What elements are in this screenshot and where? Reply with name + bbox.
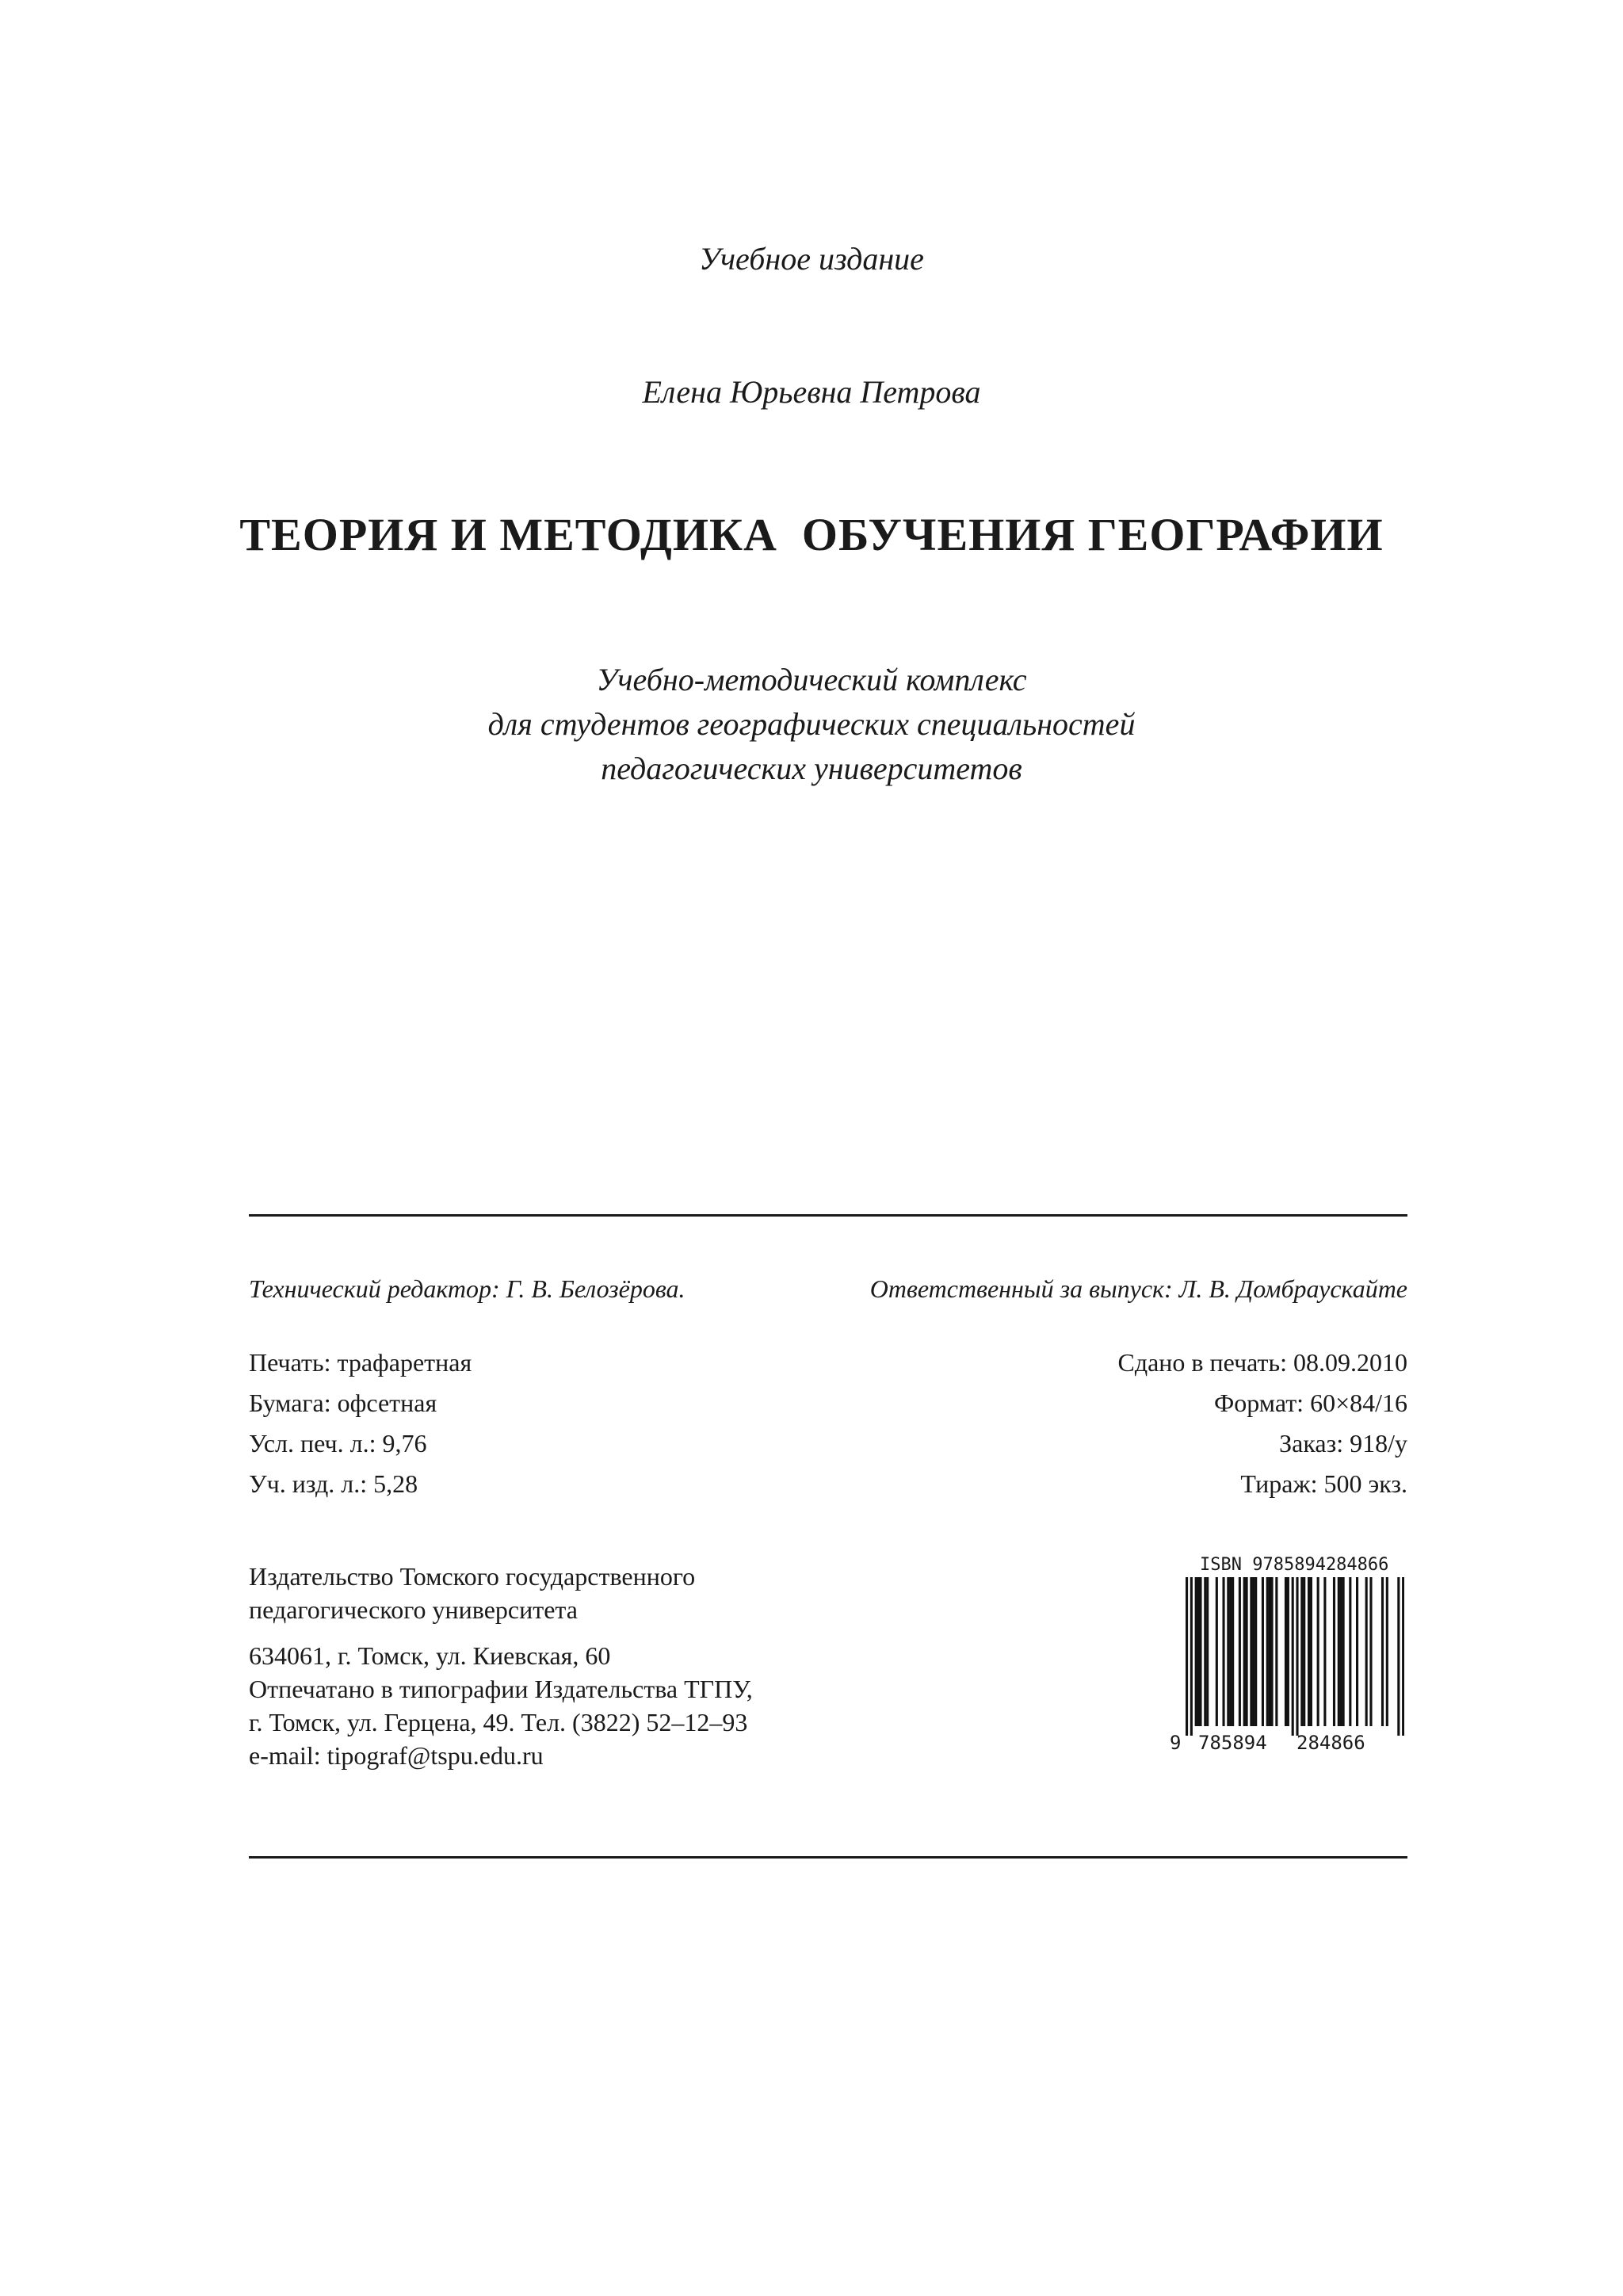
barcode-bar	[1342, 1577, 1345, 1726]
barcode-right-digits: 284866	[1296, 1732, 1365, 1754]
top-divider	[249, 1214, 1407, 1217]
barcode-bar	[1206, 1577, 1209, 1726]
barcode-bar	[1254, 1577, 1257, 1726]
subtitle-line: педагогических университетов	[601, 751, 1022, 786]
barcode-left-digits: 785894	[1198, 1732, 1267, 1754]
barcode-bar	[1308, 1577, 1310, 1726]
barcode-bar	[1338, 1577, 1340, 1726]
spec-order: Заказ: 918/у	[1279, 1429, 1407, 1457]
barcode-guard-bar	[1190, 1577, 1193, 1736]
spec-format: Формат: 60×84/16	[1213, 1389, 1407, 1417]
barcode-first-digit: 9	[1170, 1732, 1182, 1754]
address-line: Отпечатано в типографии Издательства ТГПУ,	[249, 1675, 753, 1703]
technical-editor: Технический редактор: Г. В. Белозёрова.	[249, 1274, 685, 1303]
barcode-bar	[1229, 1577, 1232, 1726]
barcode-bar	[1303, 1577, 1305, 1726]
spec-printing: Печать: трафаретная	[249, 1348, 472, 1377]
book-title: ТЕОРИЯ И МЕТОДИКА ОБУЧЕНИЯ ГЕОГРАФИИ	[239, 509, 1384, 560]
address-line: 634061, г. Томск, ул. Киевская, 60	[249, 1641, 611, 1670]
author-name: Елена Юрьевна Петрова	[642, 374, 981, 410]
barcode-bar	[1310, 1577, 1312, 1726]
barcode-bar	[1340, 1577, 1342, 1726]
subtitle-line: для студентов географических специальностей	[487, 706, 1136, 742]
spec-printed-sheets: Усл. печ. л.: 9,76	[249, 1429, 427, 1457]
barcode-bar	[1204, 1577, 1206, 1726]
barcode-bar	[1270, 1577, 1273, 1726]
barcode-bar	[1239, 1577, 1241, 1726]
spec-circulation: Тираж: 500 экз.	[1240, 1469, 1407, 1498]
publisher-line: педагогического университета	[249, 1595, 578, 1624]
barcode-bar	[1243, 1577, 1246, 1726]
barcode-bar	[1323, 1577, 1326, 1726]
barcode-bar	[1195, 1577, 1197, 1726]
spec-paper: Бумага: офсетная	[249, 1389, 437, 1417]
print-specs-left	[249, 1343, 472, 1504]
barcode-bar	[1386, 1577, 1388, 1726]
bottom-divider	[249, 1856, 1407, 1859]
edition-type: Учебное издание	[699, 241, 924, 277]
barcode-guard-bar	[1292, 1577, 1294, 1736]
publisher-info	[249, 1560, 753, 1772]
barcode-guard-bar	[1397, 1577, 1400, 1736]
barcode-bar	[1197, 1577, 1200, 1726]
isbn-label: ISBN 9785894284866	[1200, 1555, 1389, 1575]
barcode-bar	[1381, 1577, 1384, 1726]
address-line: г. Томск, ул. Герцена, 49. Тел. (3822) 52–12–93	[249, 1708, 748, 1736]
barcode-bar	[1369, 1577, 1372, 1726]
barcode-bar	[1250, 1577, 1252, 1726]
barcode-bar	[1199, 1577, 1201, 1726]
barcode-bar	[1356, 1577, 1358, 1726]
barcode-bar	[1349, 1577, 1351, 1726]
barcode-bar	[1266, 1577, 1269, 1726]
barcode-guard-bar	[1402, 1577, 1404, 1736]
barcode-bar	[1287, 1577, 1289, 1726]
barcode-guard-bar	[1296, 1577, 1298, 1736]
isbn-barcode	[1170, 1555, 1407, 1759]
barcode-bar	[1262, 1577, 1264, 1726]
barcode-bar	[1246, 1577, 1248, 1726]
responsible-for-release: Ответственный за выпуск: Л. В. Домбраускайте	[869, 1274, 1407, 1303]
barcode-bar	[1227, 1577, 1229, 1726]
barcode-guard-bar	[1186, 1577, 1188, 1736]
subtitle	[0, 658, 1623, 791]
subtitle-line: Учебно-методический комплекс	[596, 662, 1027, 697]
barcode-bar	[1275, 1577, 1277, 1726]
barcode-bar	[1285, 1577, 1287, 1726]
barcode-bar	[1252, 1577, 1254, 1726]
barcode-bar	[1333, 1577, 1335, 1726]
publisher-line: Издательство Томского государственного	[249, 1562, 696, 1591]
barcode-bar	[1365, 1577, 1368, 1726]
barcode-bar	[1269, 1577, 1271, 1726]
barcode-bar	[1222, 1577, 1224, 1726]
spec-sent-to-print: Сдано в печать: 08.09.2010	[1117, 1348, 1407, 1377]
email-line: e-mail: tipograf@tspu.edu.ru	[249, 1741, 544, 1770]
barcode-bars	[1186, 1577, 1404, 1736]
barcode-bar	[1317, 1577, 1319, 1726]
spec-publisher-sheets: Уч. изд. л.: 5,28	[249, 1469, 418, 1498]
print-specs-right	[1117, 1343, 1407, 1504]
barcode-bar	[1232, 1577, 1234, 1726]
barcode-bar	[1300, 1577, 1303, 1726]
barcode-bar	[1216, 1577, 1218, 1726]
